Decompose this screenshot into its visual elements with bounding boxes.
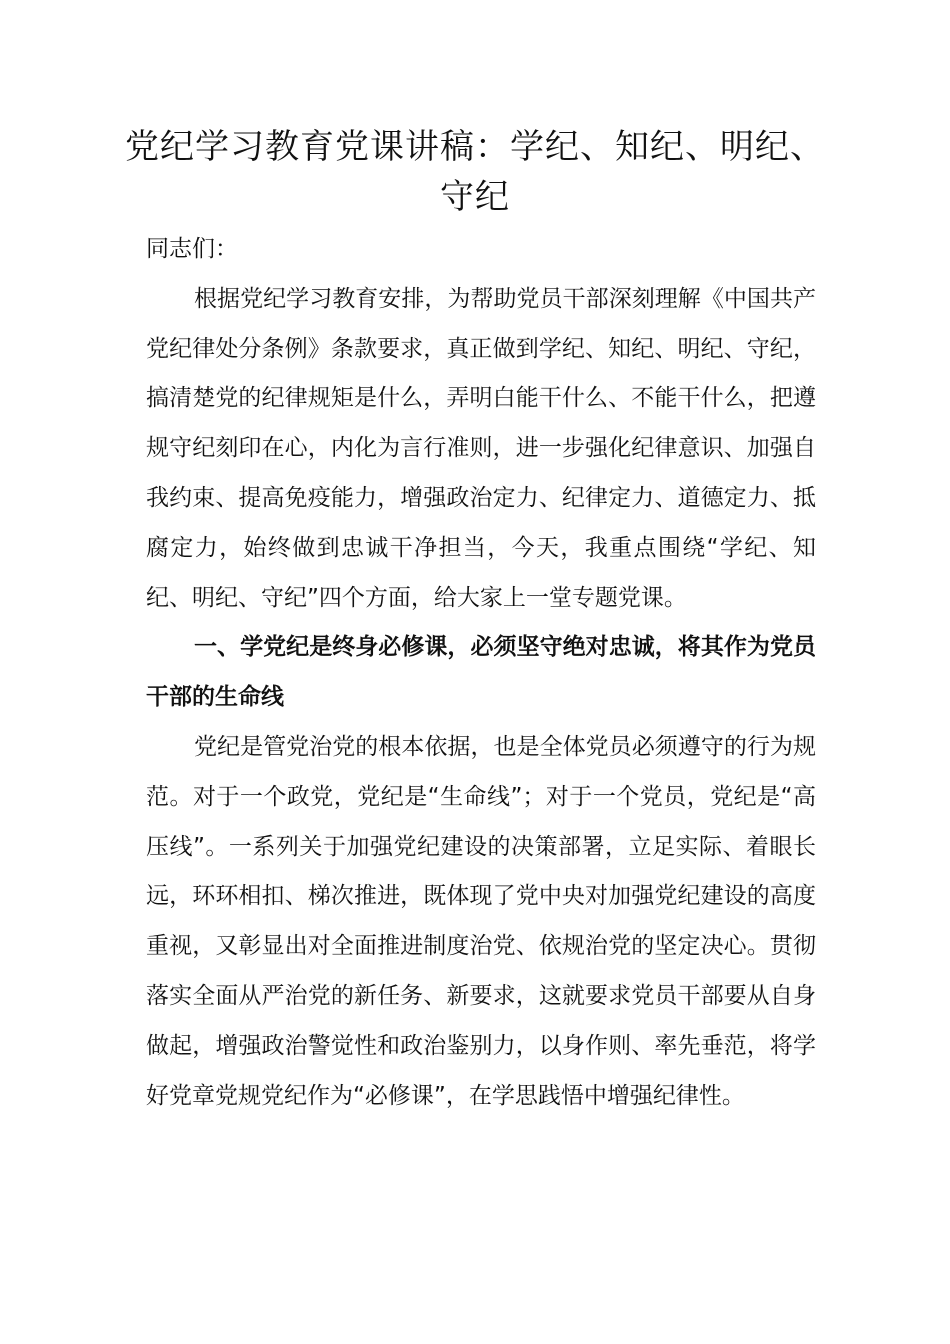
section-heading: 一、学党纪是终身必修课，必须坚守绝对忠诚，将其作为党员干部的生命线 [146, 634, 816, 711]
document-body [146, 225, 816, 1121]
document-title: 党纪学习教育党课讲稿：学纪、知纪、明纪、守纪 [125, 127, 825, 217]
section-paragraph: 党纪是管党治党的根本依据，也是全体党员必须遵守的行为规范。对于一个政党，党纪是“生命线”；对于一个党员，党纪是“高压线”。一系列关于加强党纪建设的决策部署，立足实际、着眼长远，环环相扣、梯次推进，既体现了党中央对加强党纪建设的高度重视，又彰显出对全面推进制度治党、依规治党的坚定决心。贯彻落实全面从严治党的新任务、新要求，这就要求党员干部要从自身做起，增强政治警觉性和政治鉴别力，以身作则、率先垂范，将学好党章党规党纪作为“必修课”，在学思践悟中增强纪律性。 [146, 733, 816, 1109]
intro-paragraph: 根据党纪学习教育安排，为帮助党员干部深刻理解《中国共产党纪律处分条例》条款要求，真正做到学纪、知纪、明纪、守纪，搞清楚党的纪律规矩是什么，弄明白能干什么、不能干什么，把遵规守纪刻印在心，内化为言行准则，进一步强化纪律意识、加强自我约束、提高免疫能力，增强政治定力、纪律定力、道德定力、抵腐定力，始终做到忠诚干净担当，今天，我重点围绕“学纪、知纪、明纪、守纪”四个方面，给大家上一堂专题党课。 [146, 285, 816, 611]
greeting: 同志们： [146, 236, 238, 262]
